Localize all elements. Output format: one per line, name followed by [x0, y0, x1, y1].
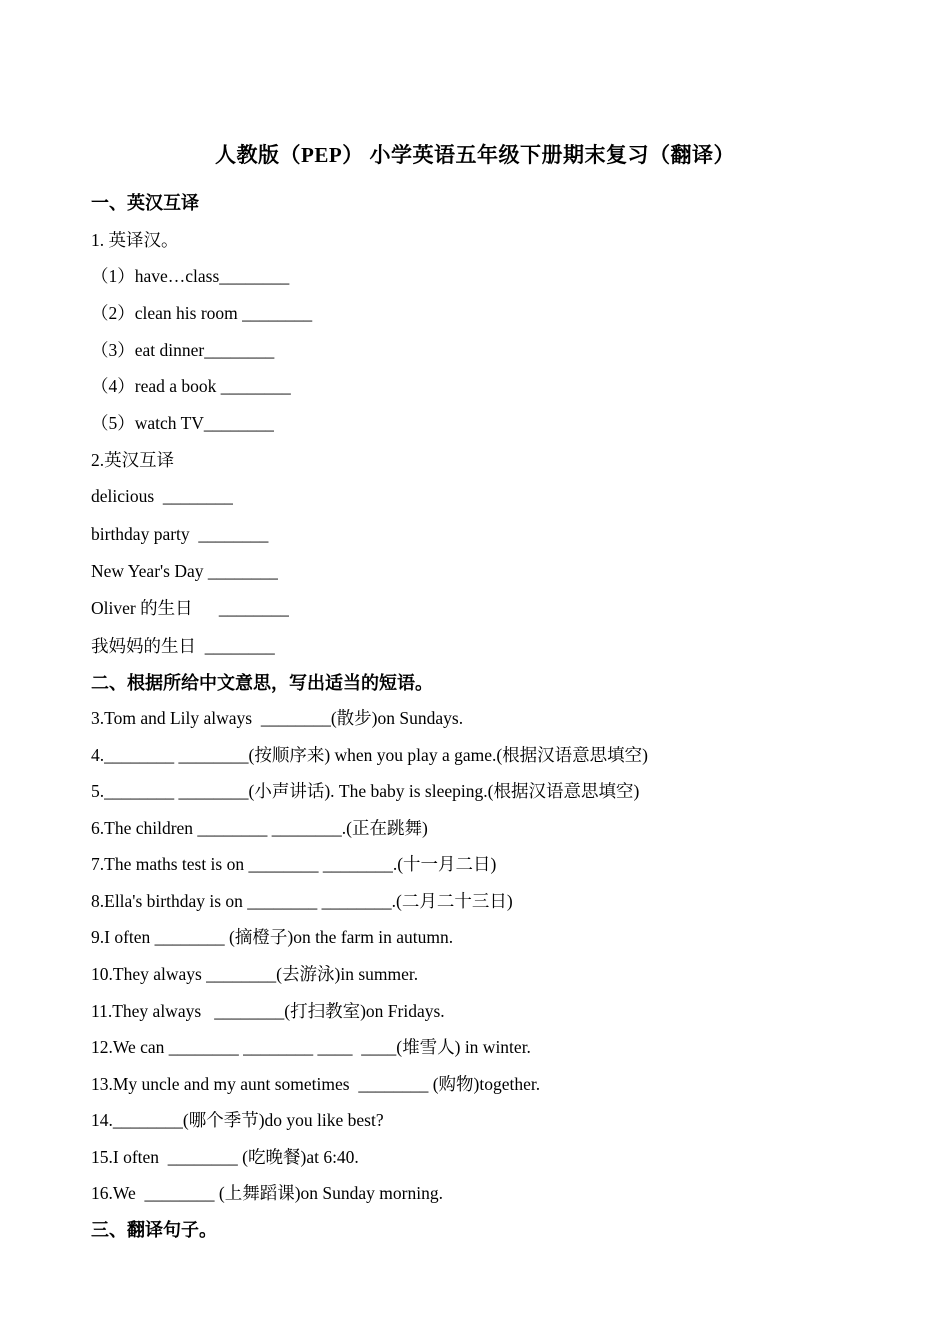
- fill-blank-question: 12.We can ________ ________ ____ ____(堆雪人) in winter.: [91, 1037, 531, 1057]
- fill-blank-question: 8.Ella's birthday is on ________ ________.(二月二十三日): [91, 891, 513, 911]
- fill-blank-question: 16.We ________ (上舞蹈课)on Sunday morning.: [91, 1183, 443, 1203]
- question-1-item: （1）have…class________: [91, 266, 290, 286]
- question-1-item: （3）eat dinner________: [91, 340, 275, 360]
- fill-blank-question: 13.My uncle and my aunt sometimes ________ (购物)together.: [91, 1074, 541, 1094]
- section-heading-2: 二、根据所给中文意思，写出适当的短语。: [91, 673, 433, 693]
- question-2-item: Oliver 的生日 ________: [91, 598, 289, 618]
- question-1-label: 1. 英译汉。: [91, 230, 179, 250]
- question-2-item: 我妈妈的生日 ________: [91, 636, 275, 656]
- fill-blank-question: 11.They always ________(打扫教室)on Fridays.: [91, 1001, 445, 1021]
- fill-blank-question: 6.The children ________ ________.(正在跳舞): [91, 818, 428, 838]
- fill-blank-question: 10.They always ________(去游泳)in summer.: [91, 964, 419, 984]
- page-title: 人教版（PEP） 小学英语五年级下册期末复习（翻译）: [215, 143, 735, 167]
- question-2-item: delicious ________: [91, 486, 233, 506]
- question-2-item: New Year's Day ________: [91, 561, 278, 581]
- fill-blank-question: 5.________ ________(小声讲话). The baby is sleeping.(根据汉语意思填空): [91, 781, 640, 801]
- fill-blank-question: 3.Tom and Lily always ________(散步)on Sundays.: [91, 708, 464, 728]
- question-1-item: （2）clean his room ________: [91, 303, 313, 323]
- fill-blank-question: 7.The maths test is on ________ ________.(十一月二日): [91, 854, 497, 874]
- section-heading-1: 一、英汉互译: [91, 193, 199, 213]
- question-2-item: birthday party ________: [91, 524, 269, 544]
- fill-blank-question: 15.I often ________ (吃晚餐)at 6:40.: [91, 1147, 359, 1167]
- question-2-label: 2.英汉互译: [91, 450, 175, 470]
- question-1-item: （4）read a book ________: [91, 376, 291, 396]
- fill-blank-question: 4.________ ________(按顺序来) when you play a game.(根据汉语意思填空): [91, 745, 649, 765]
- fill-blank-question: 14.________(哪个季节)do you like best?: [91, 1110, 384, 1130]
- question-1-item: （5）watch TV________: [91, 413, 274, 433]
- section-heading-3: 三、翻译句子。: [91, 1220, 217, 1240]
- fill-blank-question: 9.I often ________ (摘橙子)on the farm in autumn.: [91, 927, 454, 947]
